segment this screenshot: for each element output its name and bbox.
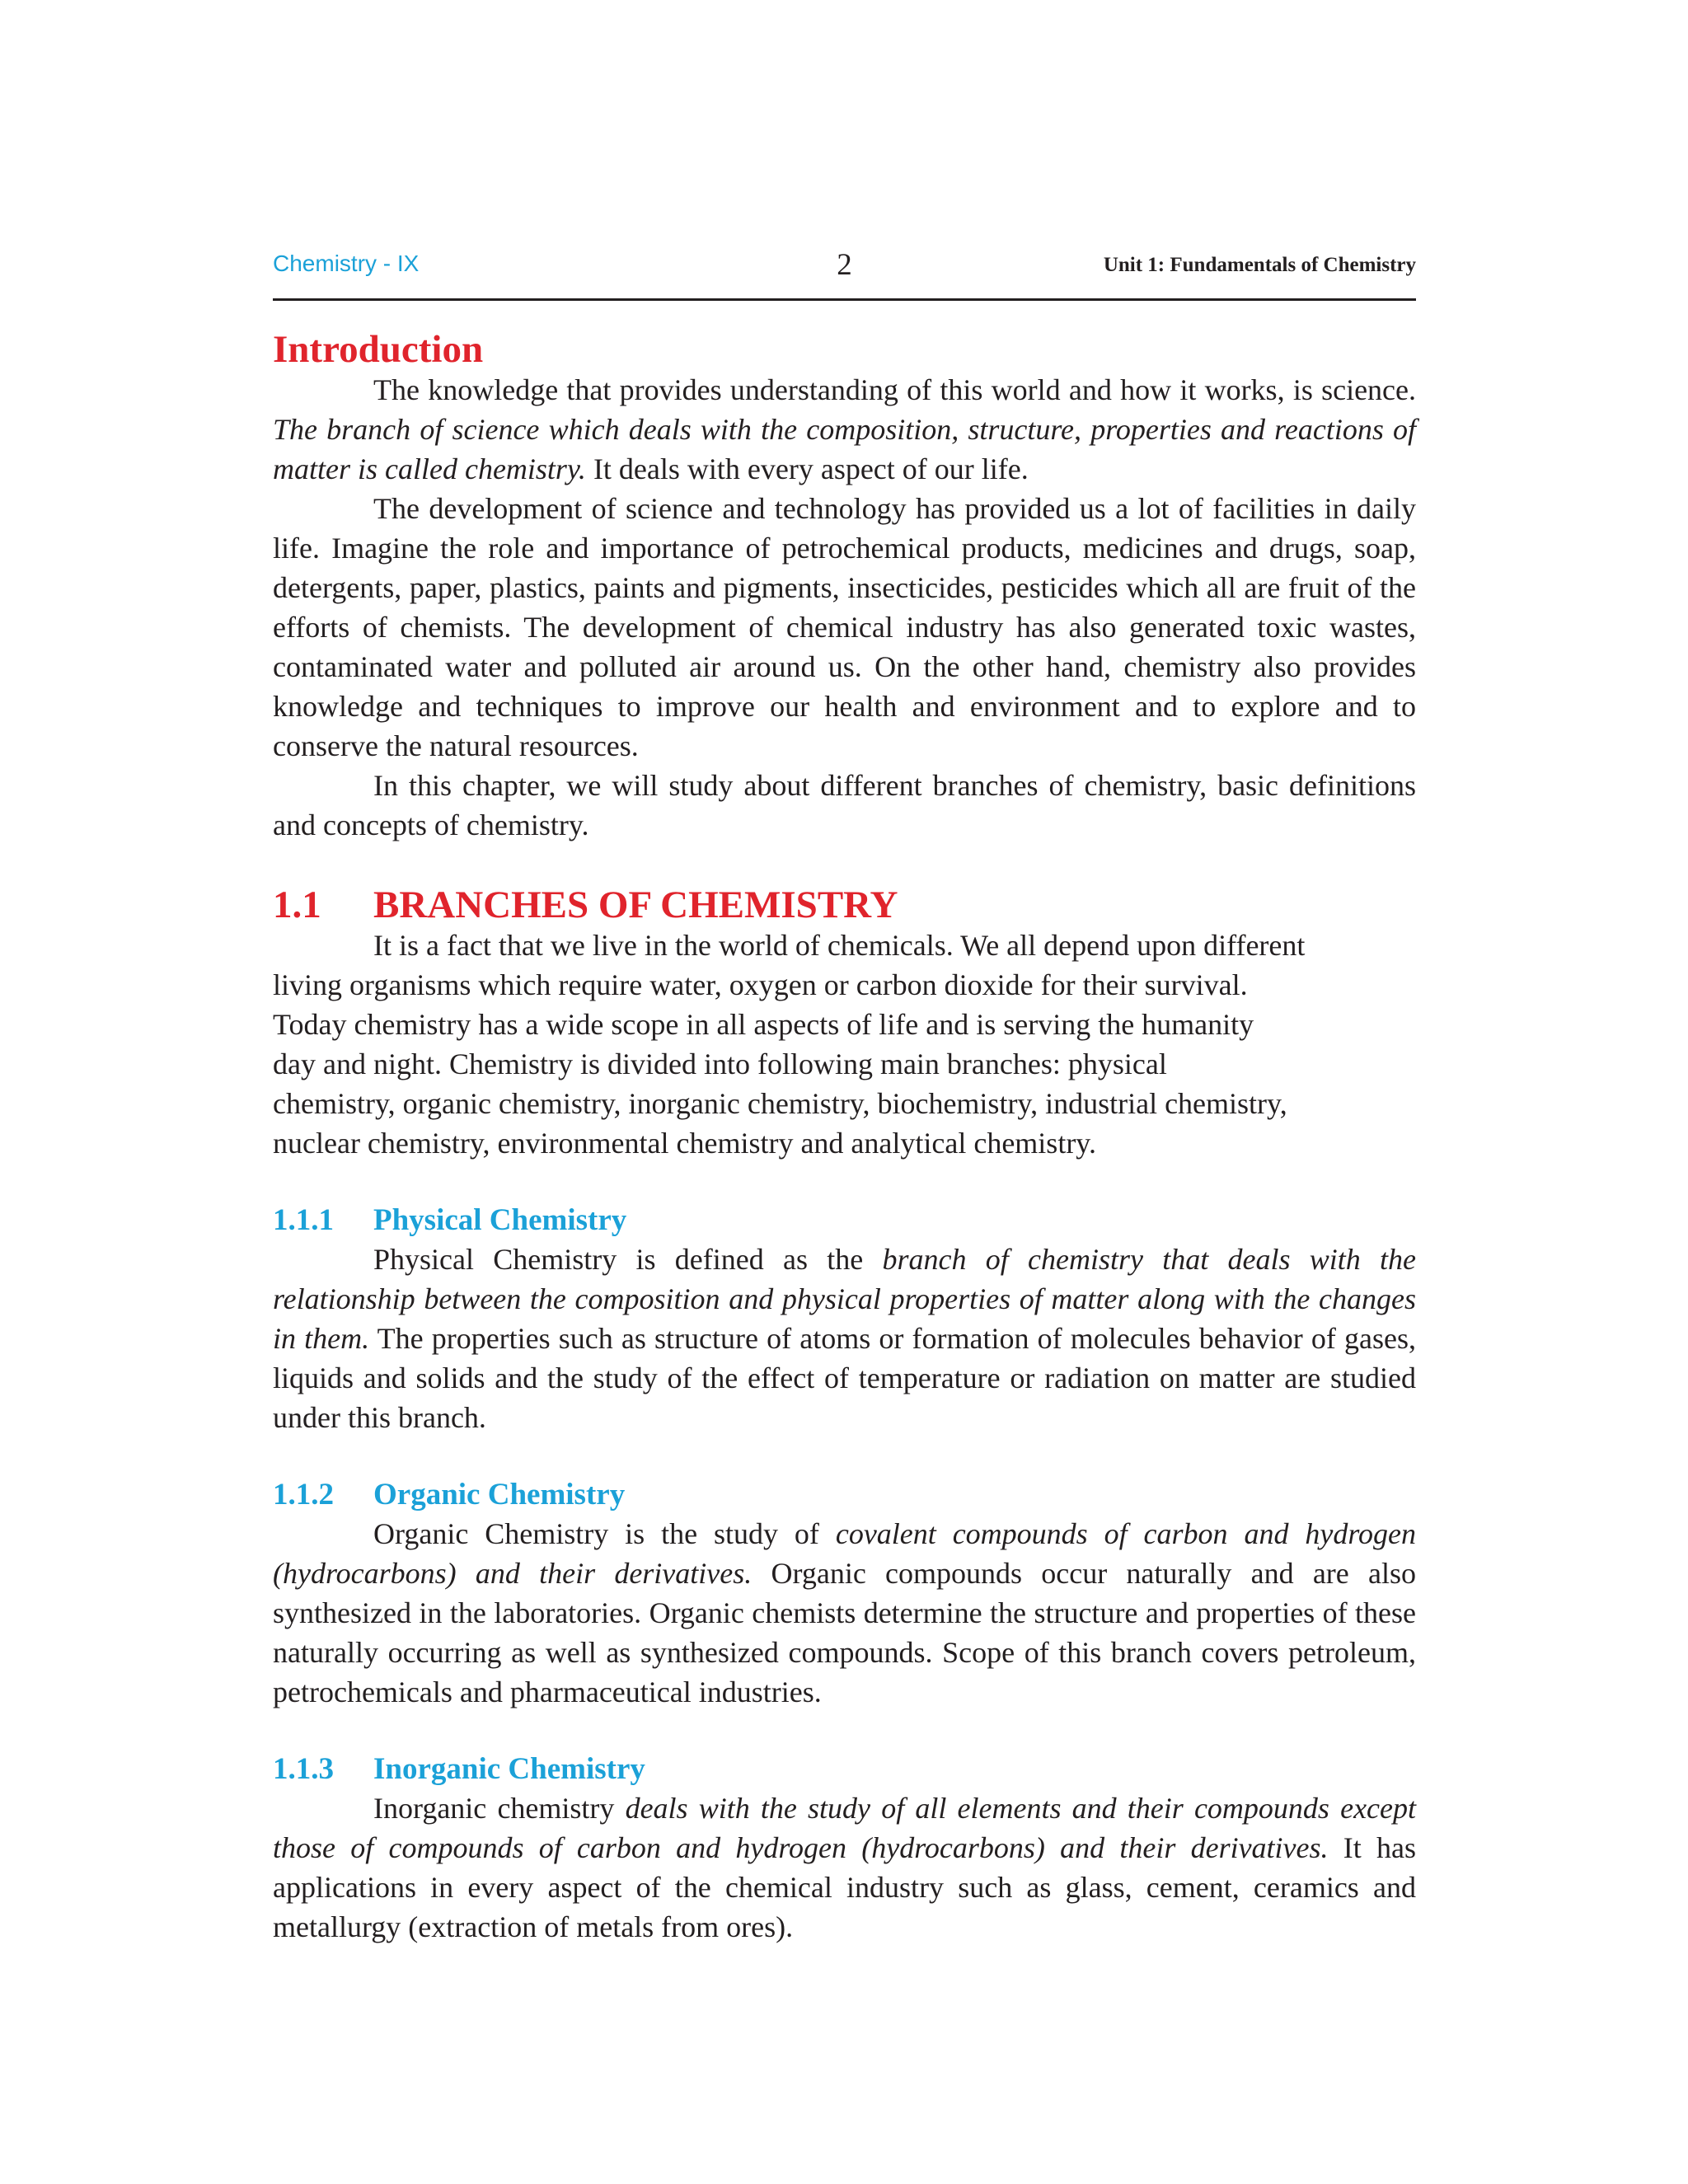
section-1-1-title: BRANCHES OF CHEMISTRY	[373, 883, 898, 926]
section-1-1-heading	[273, 884, 1416, 926]
physical-text-c: The properties such as structure of atoms or formation of molecules behavior of gases, liquids and solids and the study of the effect of temperature or radiation on matter are studied under this branch.	[273, 1322, 1416, 1434]
physical-definition: branch of chemistry that deals with the relationship between the composition and physical properties of matter along with the changes in them.	[273, 1243, 1416, 1355]
subsection-number: 1.1.3	[273, 1752, 334, 1786]
subsection-title: Inorganic Chemistry	[373, 1752, 645, 1786]
organic-chemistry-heading	[273, 1476, 1416, 1514]
inorganic-text-a: Inorganic chemistry	[373, 1792, 626, 1825]
introduction-heading: Introduction	[273, 328, 484, 371]
subsection-title: Physical Chemistry	[373, 1203, 627, 1237]
inorganic-chemistry-paragraph	[273, 1788, 1416, 1947]
page-header	[273, 247, 1416, 301]
branches-line-2: living organisms which require water, oxygen or carbon dioxide for their survival.	[273, 968, 1248, 1001]
inorganic-text-c: It has applications in every aspect of the chemical industry such as glass, cement, ceramics and metallurgy (extraction of metals from ores).	[273, 1831, 1416, 1943]
book-title: Chemistry - IX	[273, 251, 420, 276]
branches-line-5: chemistry, organic chemistry, inorganic chemistry, biochemistry, industrial chemistry,	[273, 1087, 1287, 1120]
branches-line-1: It is a fact that we live in the world of chemicals. We all depend upon different	[373, 929, 1306, 962]
organic-text-a: Organic Chemistry is the study of	[373, 1517, 836, 1550]
unit-title: Unit 1: Fundamentals of Chemistry	[1103, 254, 1416, 276]
subsection-number: 1.1.2	[273, 1478, 334, 1511]
subsection-number: 1.1.1	[273, 1203, 334, 1237]
branches-paragraph	[273, 926, 1416, 1163]
page-number: 2	[837, 248, 852, 282]
intro-paragraph-1	[273, 370, 1416, 489]
subsection-title: Organic Chemistry	[373, 1478, 626, 1511]
physical-chemistry-heading	[273, 1202, 1416, 1240]
branches-line-3: Today chemistry has a wide scope in all aspects of life and is serving the humanity	[273, 1008, 1254, 1041]
intro-paragraph-3: In this chapter, we will study about different branches of chemistry, basic definitions and concepts of chemistry.	[273, 769, 1416, 841]
intro-p1-text-c: It deals with every aspect of our life.	[585, 452, 1029, 485]
physical-text-a: Physical Chemistry is defined as the	[373, 1243, 883, 1276]
inorganic-definition: deals with the study of all elements and their compounds except those of compounds of carbon and hydrogen (hydrocarbons) and their derivatives.	[273, 1792, 1417, 1864]
organic-chemistry-paragraph	[273, 1514, 1416, 1712]
intro-paragraph-2: The development of science and technology has provided us a lot of facilities in daily life. Imagine the role and importance of petrochemical products, medicines and drugs, soap, detergents, paper, plastics, paints and pigments, insecticides, pesticides which all are fruit of the efforts of chemists. The development of chemical industry has also generated toxic wastes, contaminated water and polluted air around us. On the other hand, chemistry also provides knowledge and techniques to improve our health and environment and to explore and to conserve the natural resources.	[273, 492, 1416, 762]
physical-chemistry-paragraph	[273, 1240, 1416, 1437]
textbook-page	[273, 247, 1416, 1947]
organic-text-c: Organic compounds occur naturally and are also synthesized in the laboratories. Organic chemists determine the structure and properties of these naturally occurring as well as synthesized compounds. Scope of this branch covers petroleum, petrochemicals and pharmaceutical industries.	[273, 1557, 1416, 1708]
chemistry-definition: The branch of science which deals with the composition, structure, properties and reactions of matter is called chemistry.	[273, 413, 1416, 485]
section-1-1-number: 1.1	[273, 883, 321, 926]
intro-p1-text-a: The knowledge that provides understanding of this world and how it works, is science.	[373, 373, 1416, 406]
organic-definition: covalent compounds of carbon and hydrogen (hydrocarbons) and their derivatives.	[273, 1517, 1417, 1590]
branches-line-6: nuclear chemistry, environmental chemistry and analytical chemistry.	[273, 1127, 1096, 1160]
branches-line-4: day and night. Chemistry is divided into following main branches: physical	[273, 1047, 1167, 1080]
inorganic-chemistry-heading	[273, 1750, 1416, 1788]
